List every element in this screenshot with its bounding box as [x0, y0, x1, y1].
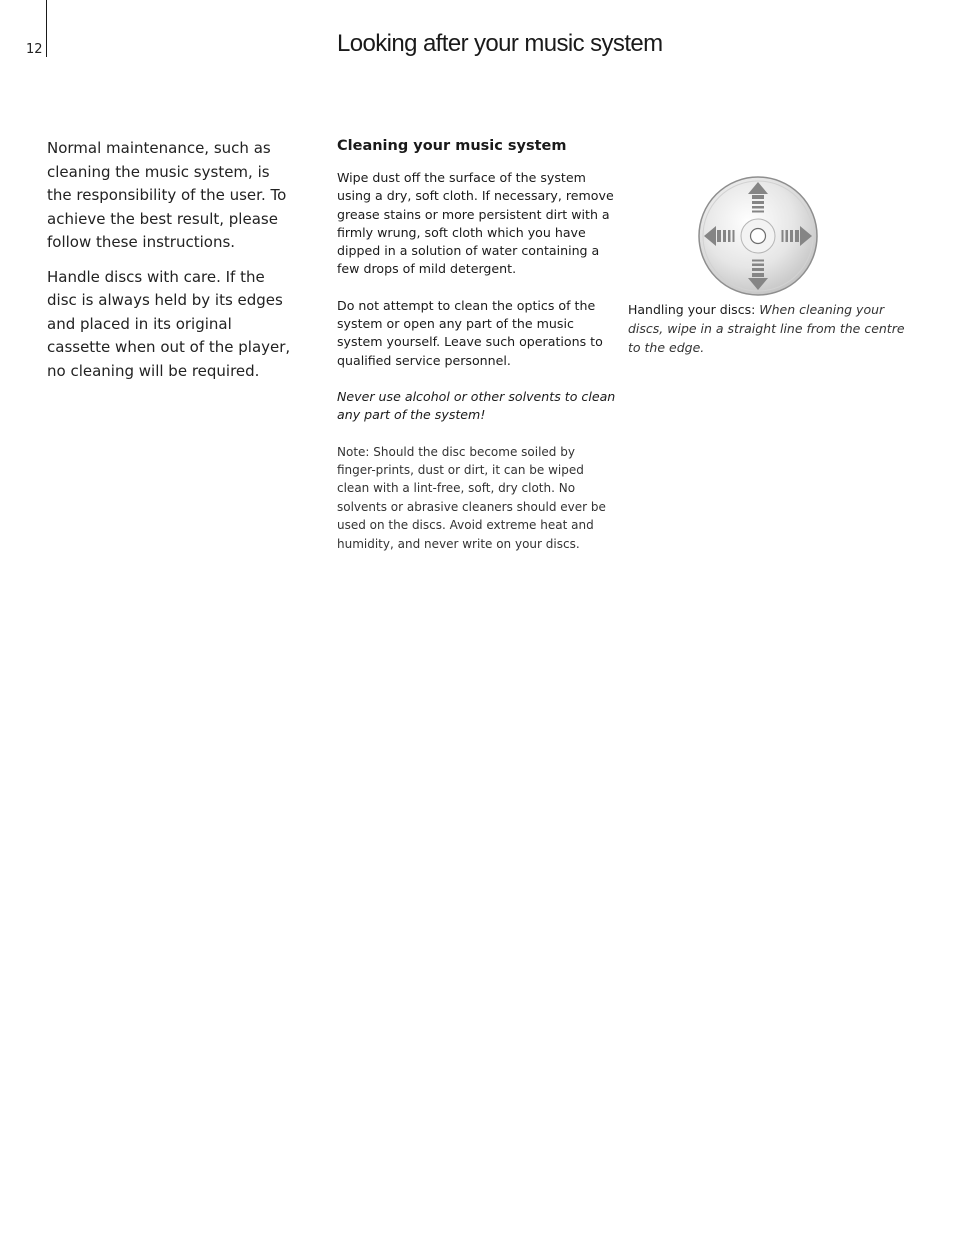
figure-caption — [628, 300, 918, 357]
intro-column — [47, 137, 297, 394]
cleaning-paragraph: Wipe dust off the surface of the system using a dry, soft cloth. If necessary, remove grease stains or more persistent dirt with a firmly wrung, soft cloth which you have dipped in a solution of water containing a few drops of mild detergent. — [337, 170, 614, 277]
disc-wipe-direction-icon — [696, 174, 820, 298]
page-title: Looking after your music system — [337, 30, 663, 57]
section-heading: Cleaning your music system — [337, 138, 567, 154]
cleaning-section — [337, 138, 617, 571]
page-number: 12 — [26, 42, 43, 57]
page-margin-rule — [46, 0, 47, 57]
caption-text: When cleaning your discs, wipe in a straight line from the centre to the edge. — [628, 302, 905, 355]
caption-label: Handling your discs: — [628, 302, 760, 317]
intro-paragraph: Normal maintenance, such as cleaning the music system, is the responsibility of the user. To achieve the best result, please follow these instructions. — [47, 139, 287, 251]
solvent-warning: Never use alcohol or other solvents to clean any part of the system! — [337, 388, 616, 423]
intro-paragraph: Handle discs with care. If the disc is always held by its edges and placed in its original cassette when out of the player, no cleaning will be required. — [47, 267, 291, 380]
disc-note: Note: Should the disc become soiled by finger-prints, dust or dirt, it can be wiped clean with a lint-free, soft, dry cloth. No solvents or abrasive cleaners should ever be used on the discs. Avoid extreme heat and humidity, and never write on your discs. — [337, 444, 606, 551]
optics-paragraph: Do not attempt to clean the optics of the system or open any part of the music system yourself. Leave such operations to qualified service personnel. — [337, 297, 603, 368]
